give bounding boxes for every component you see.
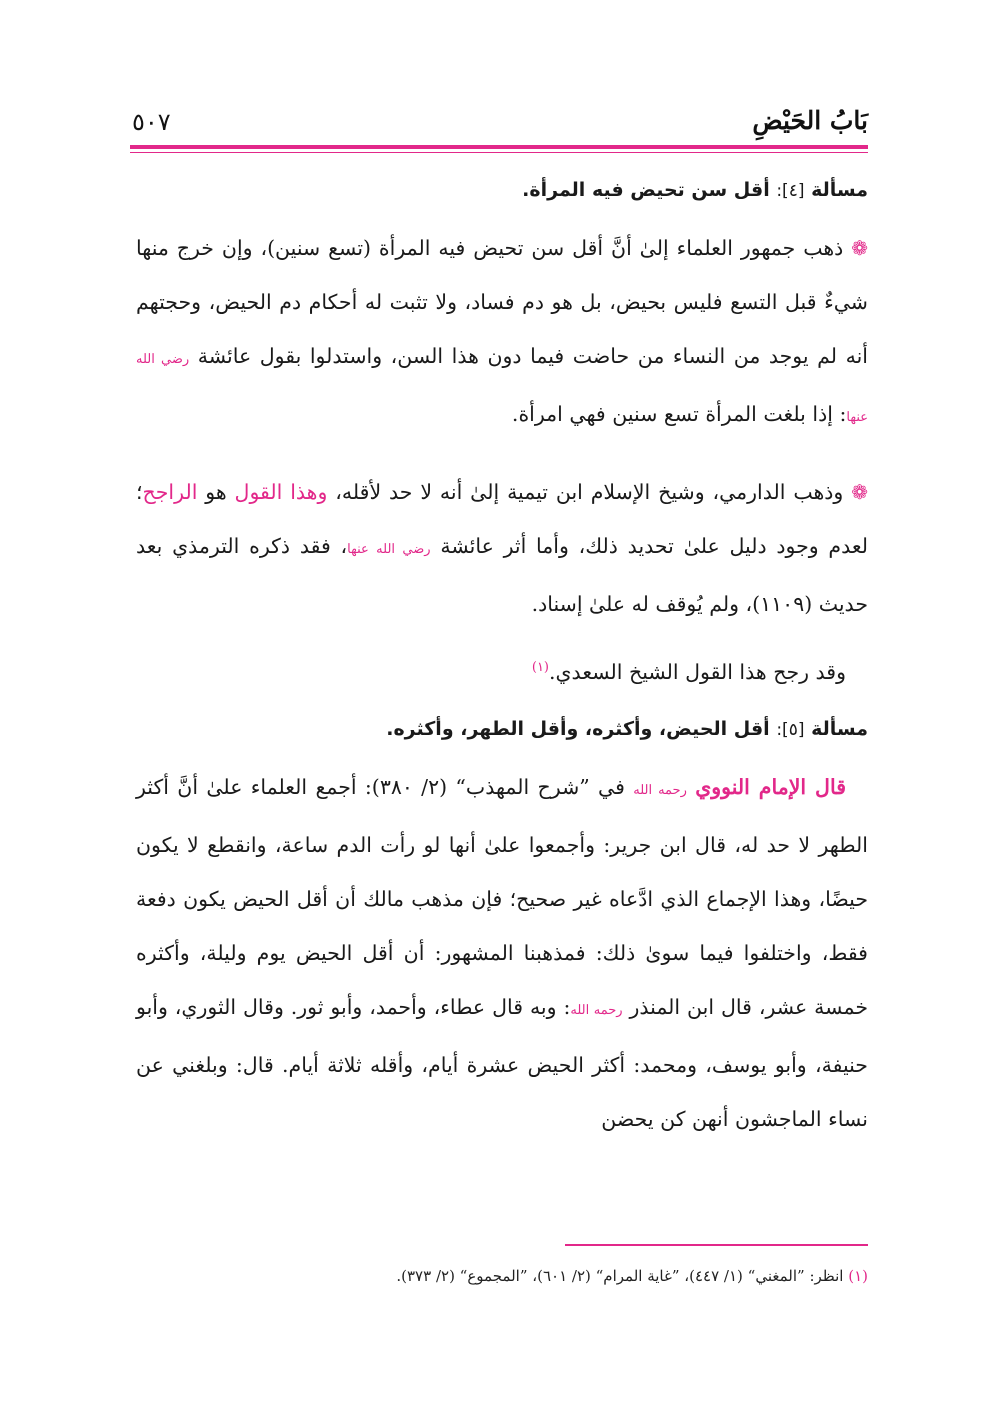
honorific: رحمه الله <box>633 782 687 798</box>
footnote-text: انظر: ”المغني“ (١/ ٤٤٧)، ”غاية المرام“ (٢/ ٦٠١)، ”المجموع“ (٢/ ٣٧٣). <box>396 1267 844 1285</box>
scholar-name: قال الإمام النووي <box>695 774 846 799</box>
paragraph-nawawi-quote <box>136 760 868 1146</box>
paragraph-text: في ”شرح المهذب“ (٢/ ٣٨٠): أجمع العلماء علىٰ أنَّ أكثر الطهر لا حد له، قال ابن جرير: وأجمعوا علىٰ أنها لو رأت الدم ساعة، وانقطع لا يكون حيضًا، وهذا الإجماع الذي ادَّعاه غير صحيح؛ فإن مذهب مالك أن أقل الحيض يكون دفعة فقط، واختلفوا فيما سوىٰ ذلك: فمذهبنا المشهور: أن أقل الحيض يوم وليلة، وأكثره خمسة عشر، قال ابن المنذر <box>136 774 868 1019</box>
honorific: رحمه الله <box>570 1002 623 1018</box>
footnote <box>136 1262 868 1290</box>
header-rule-thick <box>130 145 868 149</box>
page-header <box>130 100 868 150</box>
paragraph-text: ؛ لعدم وجود دليل علىٰ تحديد ذلك، وأما أثر عائشة <box>136 480 868 558</box>
paragraph-saadi <box>136 641 868 699</box>
highlight-text: وهذا القول <box>234 480 328 504</box>
issue-label: مسألة <box>811 179 868 201</box>
issue-heading-5 <box>136 709 868 750</box>
header-rule-thin <box>130 152 868 153</box>
flower-ornament-icon: ❁ <box>851 480 868 504</box>
paragraph-text-end: : وبه قال عطاء، وأحمد، وأبو ثور. وقال الثوري، وأبو حنيفة، وأبو يوسف، ومحمد: أكثر الحيض عشرة أيام، وأقله ثلاثة أيام. قال: وبلغني عن نساء الماجشون أنهن كن يحضن <box>136 994 868 1131</box>
paragraph-majority-view <box>136 221 868 445</box>
footnote-separator <box>565 1244 868 1246</box>
issue-number: [٤]: <box>776 181 805 201</box>
paragraph-text-end: : إذا بلغت المرأة تسع سنين فهي امرأة. <box>511 402 847 426</box>
footnote-number: (١) <box>848 1267 868 1285</box>
chapter-title: بَابُ الحَيْضِ <box>752 106 868 135</box>
highlight-text: الراجح <box>142 480 198 504</box>
footnote-marker: (١) <box>531 660 549 675</box>
issue-heading-4 <box>136 170 868 211</box>
paragraph-text-end: ، فقد ذكره الترمذي بعد حديث (١١٠٩)، ولم يُوقف له علىٰ إسناد. <box>136 534 868 616</box>
paragraph-darimi-view <box>136 465 868 631</box>
paragraph-text: وذهب الدارمي، وشيخ الإسلام ابن تيمية إلىٰ أنه لا حد لأقله، <box>335 480 844 504</box>
flower-ornament-icon: ❁ <box>851 236 868 260</box>
issue-label: مسألة <box>811 717 868 740</box>
issue-title: أقل الحيض، وأكثره، وأقل الطهر، وأكثره. <box>386 717 770 740</box>
issue-number: [٥]: <box>776 719 805 740</box>
paragraph-text: هو <box>205 480 227 504</box>
honorific: رضي الله عنها <box>347 542 431 557</box>
honorific: رضي الله عنها <box>136 352 868 425</box>
issue-title: أقل سن تحيض فيه المرأة. <box>522 179 770 201</box>
page-number: ٥٠٧ <box>132 108 171 136</box>
paragraph-text: ذهب جمهور العلماء إلىٰ أنَّ أقل سن تحيض فيه المرأة (تسع سنين)، وإن خرج منها شيءٌ قبل التسع فليس بحيض، بل هو دم فساد، ولا تثبت له أحكام دم الحيض، وحجتهم أنه لم يوجد من النساء من حاضت فيما دون هذا السن، واستدلوا بقول عائشة <box>136 236 868 368</box>
page-body <box>136 170 868 1146</box>
paragraph-text: وقد رجح هذا القول الشيخ السعدي. <box>549 659 846 684</box>
